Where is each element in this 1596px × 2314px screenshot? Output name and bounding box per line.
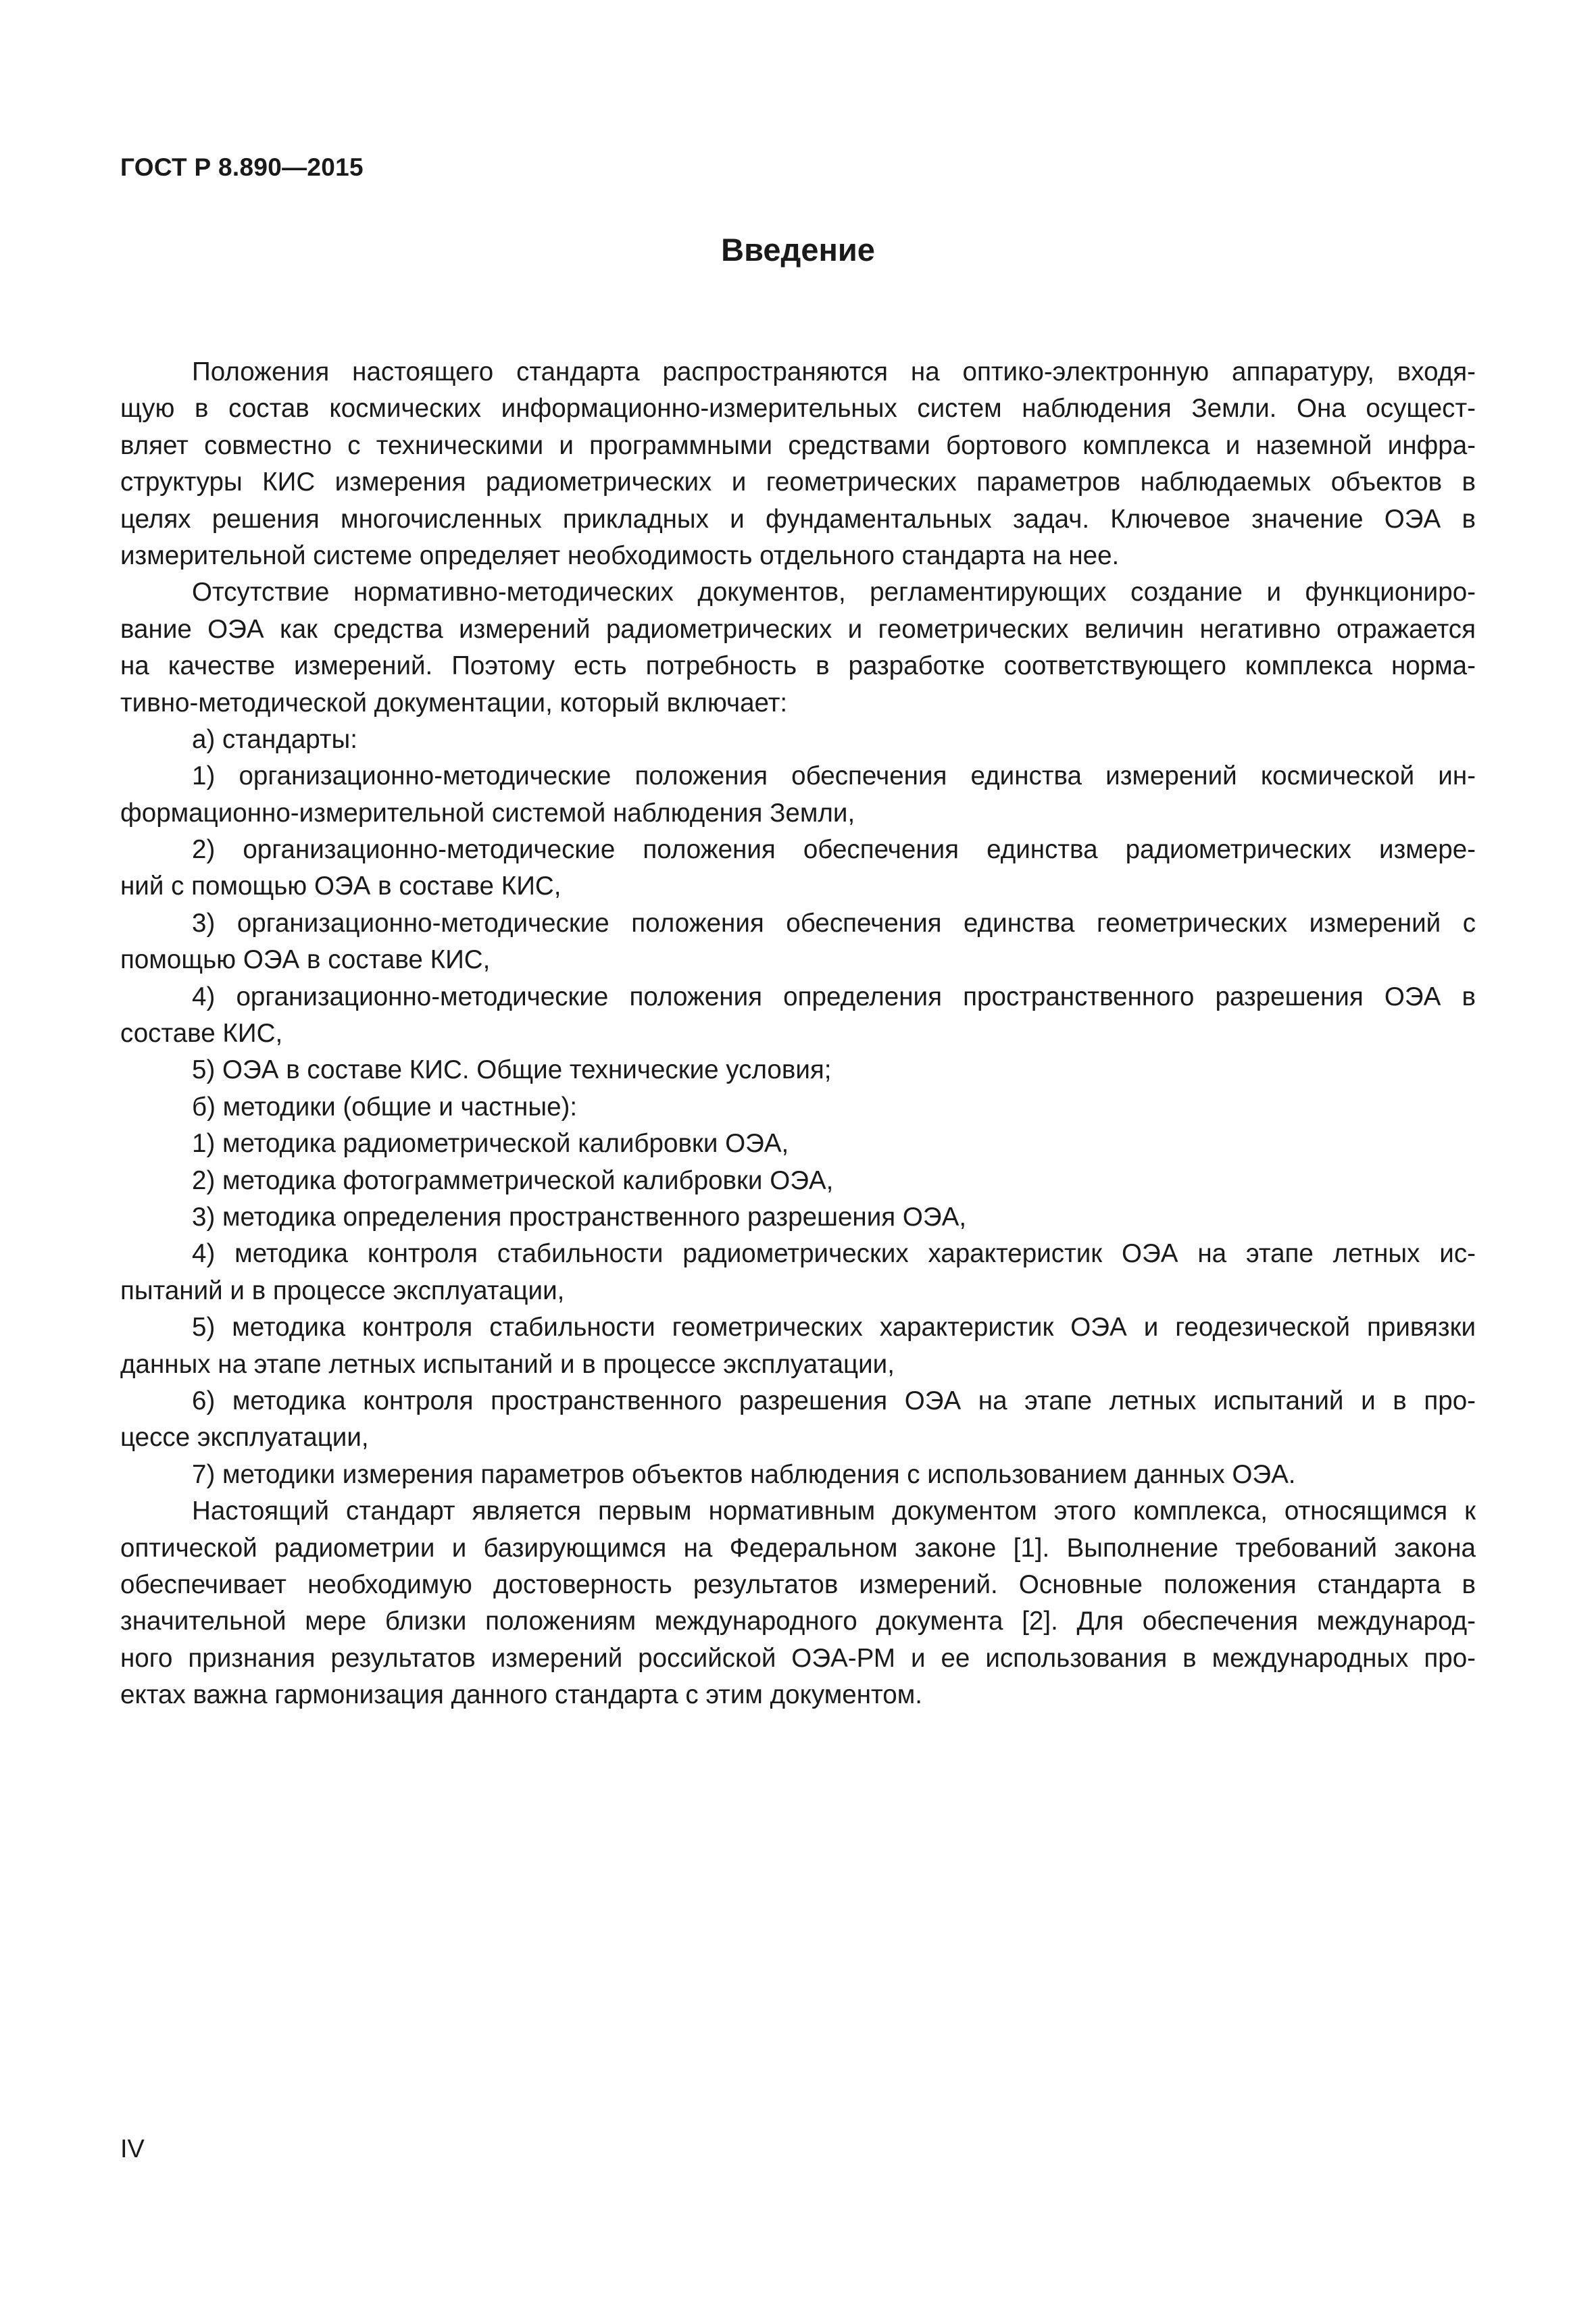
list-item: 3) организационно-методические положения обеспечения единства геометрических измерений с [192,908,1476,938]
text-line: целях решения многочисленных прикладных и фундаментальных задач. Ключевое значение ОЭА в [120,504,1476,534]
list-item: 1) организационно-методические положения обеспечения единства измерений космической ин- [192,761,1476,791]
text-line: структуры КИС измерения радиометрических и геометрических параметров наблюдаемых объектов в [120,468,1476,497]
text-line: значительной мере близки положениям международного документа [2]. Для обеспечения международ- [120,1607,1476,1636]
page-number: IV [120,2135,145,2163]
list-item: 3) методика определения пространственного разрешения ОЭА, [192,1202,967,1232]
text-line: щую в состав космических информационно-измерительных систем наблюдения Земли. Она осущест- [120,394,1476,424]
text-line: данных на этапе летных испытаний и в процессе эксплуатации, [120,1349,895,1379]
text-line: составе КИС, [120,1019,283,1049]
text-line: Настоящий стандарт является первым нормативным документом этого комплекса, относящимся к [192,1496,1476,1526]
list-item: 5) методика контроля стабильности геометрических характеристик ОЭА и геодезической привязки [192,1313,1476,1342]
list-item: 5) ОЭА в составе КИС. Общие технические условия; [192,1055,832,1085]
list-item: 1) методика радиометрической калибровки ОЭА, [192,1129,789,1159]
list-heading: б) методики (общие и частные): [192,1092,578,1122]
list-item: 4) методика контроля стабильности радиометрических характеристик ОЭА на этапе летных ис- [192,1239,1476,1269]
text-line: помощью ОЭА в составе КИС, [120,945,491,975]
text-line: ний с помощью ОЭА в составе КИС, [120,872,562,901]
text-line: обеспечивает необходимую достоверность результатов измерений. Основные положения стандарта в [120,1569,1476,1599]
list-item: 4) организационно-методические положения определения пространственного разрешения ОЭА в [192,982,1476,1011]
text-line: тивно-методической документации, который включает: [120,688,788,718]
text-line: Отсутствие нормативно-методических документов, регламентирующих создание и функциониро- [192,578,1476,607]
text-line: вляет совместно с техническими и программными средствами бортового комплекса и наземной инфра- [120,430,1476,460]
text-line: пытаний и в процессе эксплуатации, [120,1276,565,1305]
body-text [120,354,1476,1713]
list-item: 2) методика фотограмметрической калибровки ОЭА, [192,1165,834,1195]
text-line: ного признания результатов измерений российской ОЭА-РМ и ее использования в международных про- [120,1643,1476,1673]
text-line: ектах важна гармонизация данного стандарта с этим документом. [120,1680,922,1710]
text-line: цессе эксплуатации, [120,1423,369,1453]
list-heading: а) стандарты: [192,724,357,754]
list-item: 2) организационно-методические положения обеспечения единства радиометрических измере- [192,835,1476,865]
text-line: на качестве измерений. Поэтому есть потребность в разработке соответствующего комплекса норма- [120,651,1476,681]
text-line: формационно-измерительной системой наблюдения Земли, [120,798,855,828]
text-line: оптической радиометрии и базирующимся на Федеральном законе [1]. Выполнение требований закона [120,1533,1476,1563]
text-line: Положения настоящего стандарта распространяются на оптико-электронную аппаратуру, входя- [192,357,1476,386]
list-item: 7) методики измерения параметров объектов наблюдения с использованием данных ОЭА. [192,1459,1296,1489]
text-line: вание ОЭА как средства измерений радиометрических и геометрических величин негативно отражается [120,614,1476,644]
text-line: измерительной системе определяет необходимость отдельного стандарта на нее. [120,540,1120,570]
list-item: 6) методика контроля пространственного разрешения ОЭА на этапе летных испытаний и в про- [192,1386,1476,1415]
document-code: ГОСТ Р 8.890—2015 [120,153,364,181]
section-title: Введение [721,232,875,268]
